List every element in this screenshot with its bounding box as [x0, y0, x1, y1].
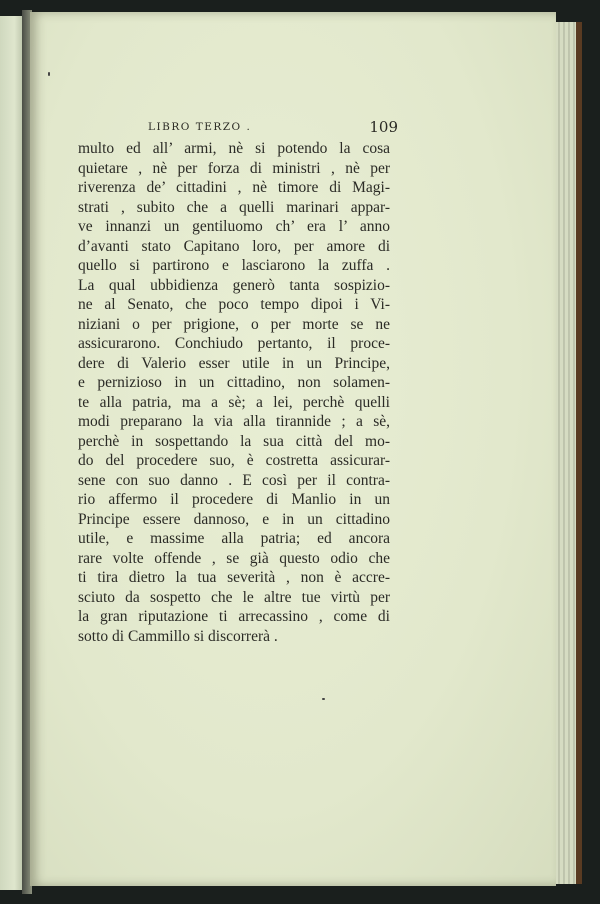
- text-line: sotto di Cammillo si discorrerà .: [78, 627, 278, 645]
- text-line: dere di Valerio esser utile in un Principe,: [78, 354, 390, 372]
- text-line: quello si partirono e lasciarono la zuffa .: [78, 257, 390, 274]
- ink-speck: [48, 72, 50, 76]
- text-line: La qual ubbidienza generò tanta sospizio-: [78, 276, 390, 294]
- text-line: Principe essere dannoso, e in un cittadino: [78, 510, 390, 528]
- ink-speck: [322, 698, 325, 700]
- text-line: riverenza de’ cittadini , nè timore di Magi-: [78, 179, 390, 196]
- text-line: assicurarono. Conchiudo pertanto, il proce-: [78, 335, 390, 352]
- text-line: quietare , nè per forza di ministri , nè per: [78, 159, 390, 177]
- text-line: utile, e massime alla patria; ed ancora: [78, 530, 390, 547]
- text-line: perchè in sospettando la sua città del mo-: [78, 432, 390, 450]
- text-line: rare volte offende , se già questo odio che: [78, 549, 390, 567]
- facing-page-edge: [0, 16, 24, 890]
- text-line: strati , subito che a quelli marinari appar-: [78, 198, 390, 216]
- text-line: e pernizioso in un cittadino, non solamen-: [78, 374, 390, 391]
- text-line: multo ed all’ armi, nè si potendo la cosa: [78, 140, 390, 157]
- text-line: niziani o per prigione, o per morte se ne: [78, 315, 390, 333]
- text-line: ti tira dietro la tua severità , non è accre-: [78, 569, 390, 586]
- text-line: ve innanzi un gentiluomo ch’ era l’ anno: [78, 218, 390, 235]
- running-title: LIBRO TERZO .: [148, 121, 252, 133]
- text-line: la gran riputazione ti arrecassino , come di: [78, 608, 390, 625]
- page-number: 109: [369, 118, 398, 136]
- text-line: sene con suo danno . E così per il contra-: [78, 471, 390, 489]
- text-line: do del procedere suo, è costretta assicurar-: [78, 452, 390, 469]
- text-line: te alla patria, ma a sè; a lei, perchè quelli: [78, 393, 390, 411]
- text-line: rio affermo il procedere di Manlio in un: [78, 491, 390, 508]
- body-text: [78, 139, 390, 646]
- text-line: d’avanti stato Capitano loro, per amore di: [78, 237, 390, 255]
- text-line: modi preparano la via alla tirannide ; a sè,: [78, 413, 390, 430]
- running-head: [148, 118, 398, 140]
- text-line: sciuto da sospetto che le altre tue virtù per: [78, 588, 390, 606]
- text-line: ne al Senato, che poco tempo dipoi i Vi-: [78, 296, 390, 313]
